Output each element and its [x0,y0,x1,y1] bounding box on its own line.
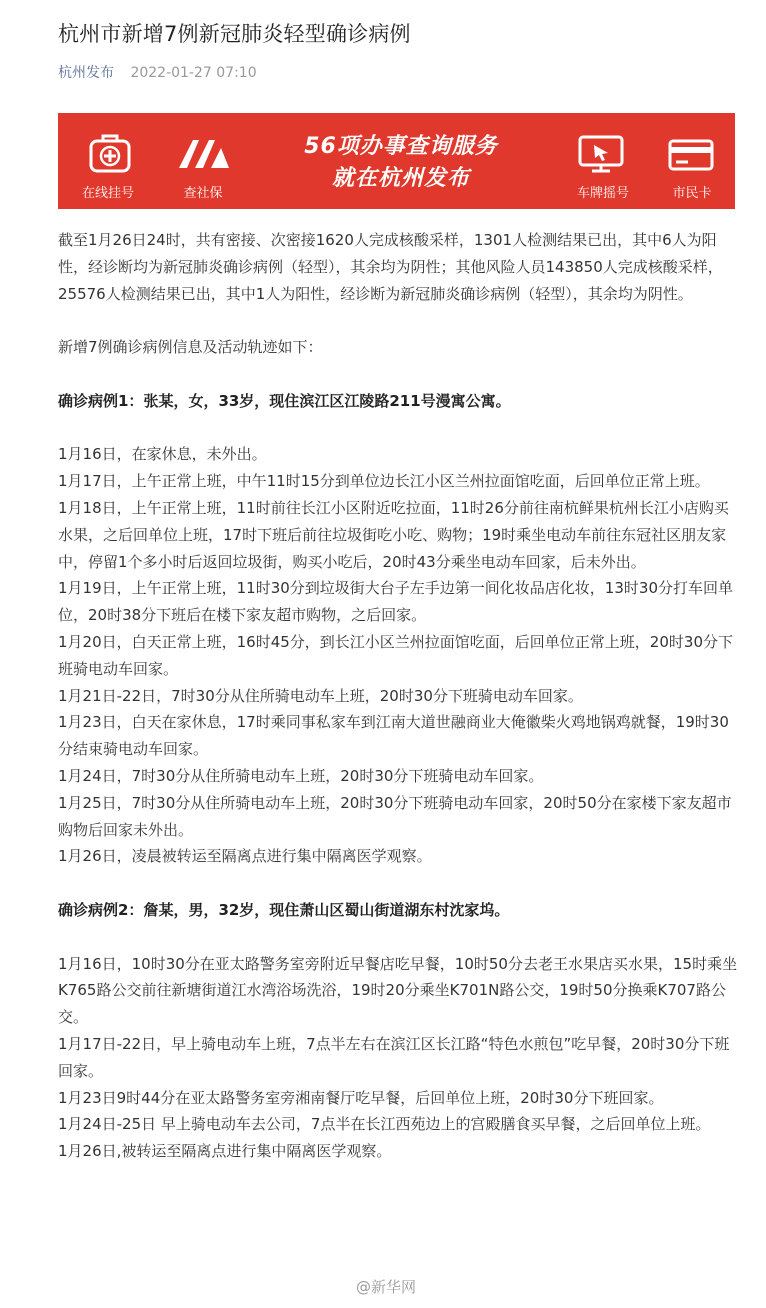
banner-label-online-registration: 在线挂号 [81,186,135,201]
article-meta [58,62,257,82]
case1-heading: 确诊病例1：张某，女，33岁，现住滨江区江陵路211号漫寓公寓。 [58,391,511,410]
banner-headline-line1: 56项办事查询服务 [304,134,498,159]
intro-paragraph: 截至1月26日24时，共有密接、次密接1620人完成核酸采样，1301人检测结果已出，其中6人为阳性，经诊断均为新冠肺炎确诊病例（轻型），其余均为阴性；其他风险人员143850人完成核酸采样，25576人检测结果已出，其中1人为阳性，经诊断为新冠肺炎确诊病例（轻型），其余均为阴性。 [58,231,723,303]
case2-line: 1月23日9时44分在亚太路警务室旁湘南餐厅吃早餐，后回单位上班，20时30分下班回家。 [58,1088,664,1107]
service-banner[interactable] [58,113,735,209]
case2-heading: 确诊病例2：詹某，男，32岁，现住萧山区蜀山街道湖东村沈家坞。 [58,900,510,919]
banner-item-plate-lottery[interactable] [558,113,648,209]
source-link[interactable]: 杭州发布 [58,65,114,81]
case2-line: 1月26日,被转运至隔离点进行集中隔离医学观察。 [58,1142,392,1161]
banner-item-social-security[interactable] [158,113,248,209]
case1-line: 1月23日，白天在家休息，17时乘同事私家车到江南大道世融商业大俺徽柴火鸡地锅鸡就餐，19时30分结束骑电动车回家。 [58,713,729,759]
case1-line: 1月20日，白天正常上班，16时45分，到长江小区兰州拉面馆吃面，后回单位正常上班，20时30分下班骑电动车回家。 [58,632,733,678]
article-title: 杭州市新增7例新冠肺炎轻型确诊病例 [58,22,411,46]
case1-line: 1月18日，上午正常上班，11时前往长江小区附近吃拉面，11时26分前往南杭鲜果杭州长江小店购买水果，之后回单位上班，17时下班后前往垃圾街吃小吃、购物；19时乘坐电动车前往东冠社区朋友家中，停留1个多小时后返回垃圾街，购买小吃后，20时43分乘坐电动车回家，后未外出。 [58,498,729,571]
weibo-watermark: @新华网 [356,1278,417,1296]
case2-line: 1月17日-22日，早上骑电动车上班，7点半左右在滨江区长江路“特色水煎包”吃早餐，20时30分下班回家。 [58,1034,730,1080]
case1-line: 1月21日-22日，7时30分从住所骑电动车上班，20时30分下班骑电动车回家。 [58,686,583,705]
publish-time: 2022-01-27 07:10 [130,65,257,81]
case1-line: 1月16日，在家休息，未外出。 [58,445,267,464]
medical-kit-icon [88,133,132,173]
banner-headline [270,131,532,195]
banner-headline-line2: 就在杭州发布 [331,166,470,191]
case1-line: 1月17日，上午正常上班，中午11时15分到单位边长江小区兰州拉面馆吃面，后回单位正常上班。 [58,472,710,491]
article-body [58,227,742,1165]
social-security-icon [177,138,231,170]
case1-line: 1月25日，7时30分从住所骑电动车上班，20时30分下班骑电动车回家，20时50分在家楼下家友超市购物后回家未外出。 [58,793,732,839]
banner-label-plate-lottery: 车牌摇号 [576,186,630,201]
banner-label-citizen-card: 市民卡 [672,186,712,201]
case2-line: 1月24日-25日 早上骑电动车去公司，7点半在长江西苑边上的宫殿膳食买早餐，之后回单位上班。 [58,1115,711,1134]
case2-line: 1月16日，10时30分在亚太路警务室旁附近早餐店吃早餐，10时50分去老王水果店买水果，15时乘坐K765路公交前往新塘街道江水湾浴场洗浴，19时20分乘坐K701N路公交，19时50分换乘K707路公交。 [58,954,738,1027]
banner-label-social-security: 查社保 [183,186,223,201]
lead-paragraph: 新增7例确诊病例信息及活动轨迹如下： [58,338,323,357]
case1-line: 1月24日，7时30分从住所骑电动车上班，20时30分下班骑电动车回家。 [58,766,544,785]
monitor-pointer-icon [578,135,624,173]
case1-line: 1月19日，上午正常上班，11时30分到垃圾街大台子左手边第一间化妆品店化妆，13时30分打车回单位，20时38分下班后在楼下家友超市购物，之后回家。 [58,579,733,625]
card-icon [668,139,714,171]
banner-item-citizen-card[interactable] [648,113,735,209]
banner-item-online-registration[interactable] [58,113,158,209]
case1-line: 1月26日，凌晨被转运至隔离点进行集中隔离医学观察。 [58,847,432,866]
